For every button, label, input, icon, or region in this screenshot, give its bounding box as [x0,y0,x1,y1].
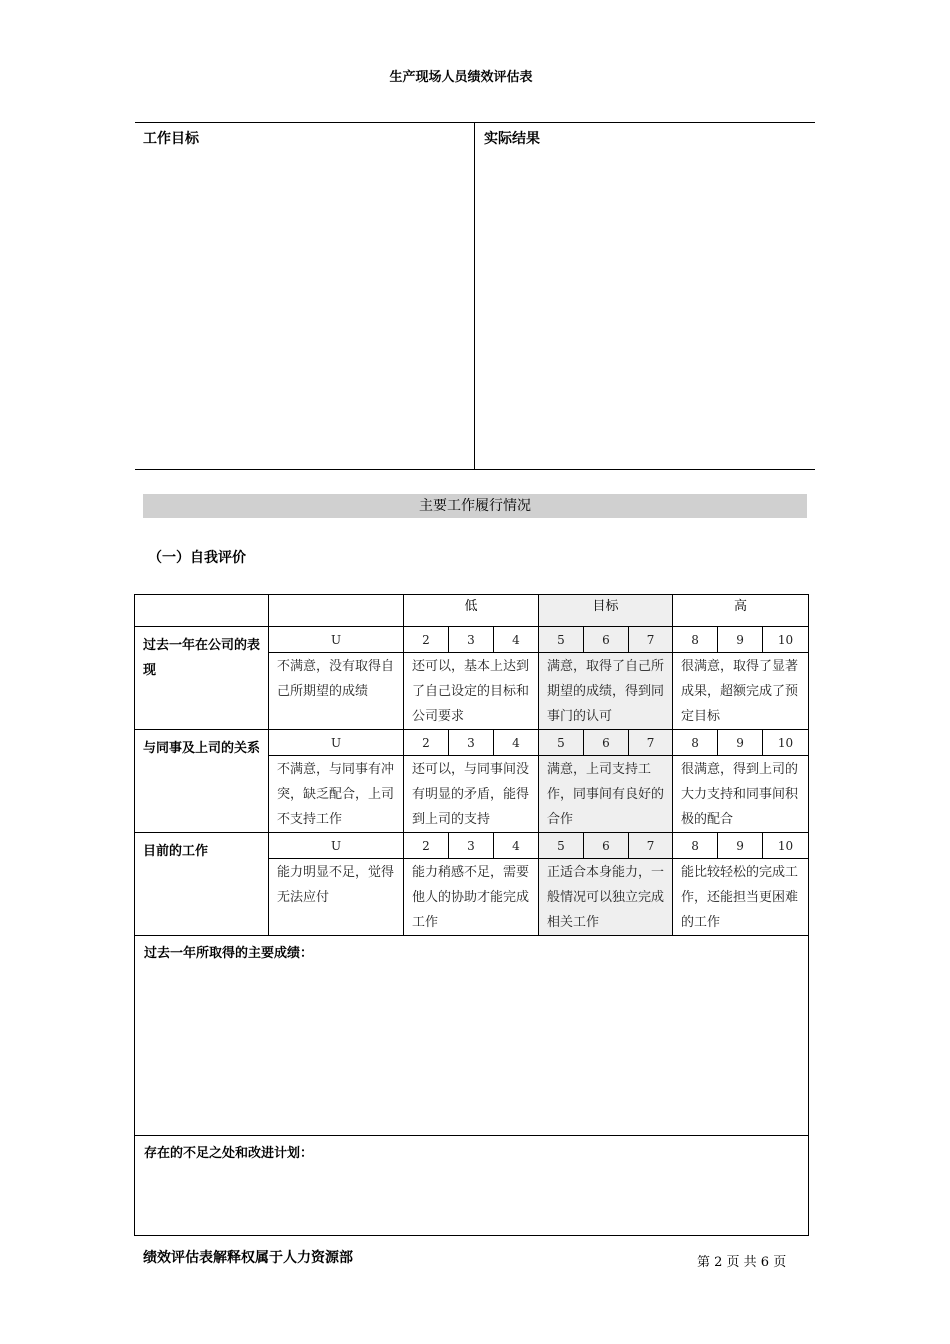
score-option[interactable]: 7 [629,833,673,859]
column-divider [474,123,475,469]
self-evaluation-table [134,594,809,1236]
score-option[interactable]: 4 [494,627,539,653]
score-option[interactable]: 8 [673,730,718,756]
section-title-bar: 主要工作履行情况 [143,494,807,518]
score-option[interactable]: 4 [494,730,539,756]
level-description: 能力稍感不足，需要他人的协助才能完成工作 [404,859,539,936]
score-option[interactable]: 10 [763,627,809,653]
score-option[interactable]: 9 [718,833,763,859]
score-row [135,627,809,653]
score-option[interactable]: 5 [539,627,584,653]
actual-result-label: 实际结果 [484,131,540,147]
improvement-field[interactable] [135,1136,809,1236]
level-description: 满意，上司支持工作，同事间有良好的合作 [539,756,673,833]
page-title: 生产现场人员绩效评估表 [389,70,533,85]
score-option[interactable]: U [269,730,404,756]
score-option[interactable]: 2 [404,833,449,859]
score-option[interactable]: 8 [673,627,718,653]
score-row [135,833,809,859]
criterion-label: 与同事及上司的关系 [135,730,269,833]
score-option[interactable]: 5 [539,833,584,859]
score-option[interactable]: 2 [404,627,449,653]
scale-high: 高 [673,595,809,627]
score-option[interactable]: 5 [539,730,584,756]
empty-cell [269,595,404,627]
score-option[interactable]: 8 [673,833,718,859]
score-option[interactable]: 9 [718,627,763,653]
empty-cell [135,595,269,627]
level-description: 不满意，与同事有冲突，缺乏配合，上司不支持工作 [269,756,404,833]
footer-note: 绩效评估表解释权属于人力资源部 [143,1250,353,1266]
improvement-row [135,1136,809,1236]
achievements-label: 过去一年所取得的主要成绩： [144,946,314,961]
score-option[interactable]: 4 [494,833,539,859]
level-description: 还可以，基本上达到了自己设定的目标和公司要求 [404,653,539,730]
score-option[interactable]: U [269,833,404,859]
score-option[interactable]: 10 [763,833,809,859]
score-option[interactable]: 6 [584,833,629,859]
score-option[interactable]: 3 [449,730,494,756]
subsection-title: （一）自我评价 [148,550,246,566]
level-description: 满意，取得了自己所期望的成绩，得到同事门的认可 [539,653,673,730]
level-description: 能力明显不足，觉得无法应付 [269,859,404,936]
achievements-row [135,936,809,1136]
score-option[interactable]: 3 [449,627,494,653]
scale-low: 低 [404,595,539,627]
level-description: 能比较轻松的完成工作，还能担当更困难的工作 [673,859,809,936]
score-option[interactable]: 10 [763,730,809,756]
improvement-label: 存在的不足之处和改进计划： [144,1146,314,1161]
score-option[interactable]: 7 [629,730,673,756]
achievements-field[interactable] [135,936,809,1136]
level-description: 还可以，与同事间没有明显的矛盾，能得到上司的支持 [404,756,539,833]
score-row [135,730,809,756]
level-description: 很满意，得到上司的大力支持和同事间积极的配合 [673,756,809,833]
score-option[interactable]: 3 [449,833,494,859]
level-description: 不满意，没有取得自己所期望的成绩 [269,653,404,730]
score-option[interactable]: U [269,627,404,653]
score-option[interactable]: 6 [584,730,629,756]
score-option[interactable]: 9 [718,730,763,756]
criterion-label: 目前的工作 [135,833,269,936]
score-option[interactable]: 6 [584,627,629,653]
scale-target: 目标 [539,595,673,627]
score-option[interactable]: 7 [629,627,673,653]
level-description: 很满意，取得了显著成果，超额完成了预定目标 [673,653,809,730]
goals-results-box [135,122,815,470]
work-goal-label: 工作目标 [143,131,199,147]
level-description: 正适合本身能力，一般情况可以独立完成相关工作 [539,859,673,936]
page-number: 第 2 页 共 6 页 [697,1255,787,1270]
criterion-label: 过去一年在公司的表现 [135,627,269,730]
scale-header-row [135,595,809,627]
score-option[interactable]: 2 [404,730,449,756]
